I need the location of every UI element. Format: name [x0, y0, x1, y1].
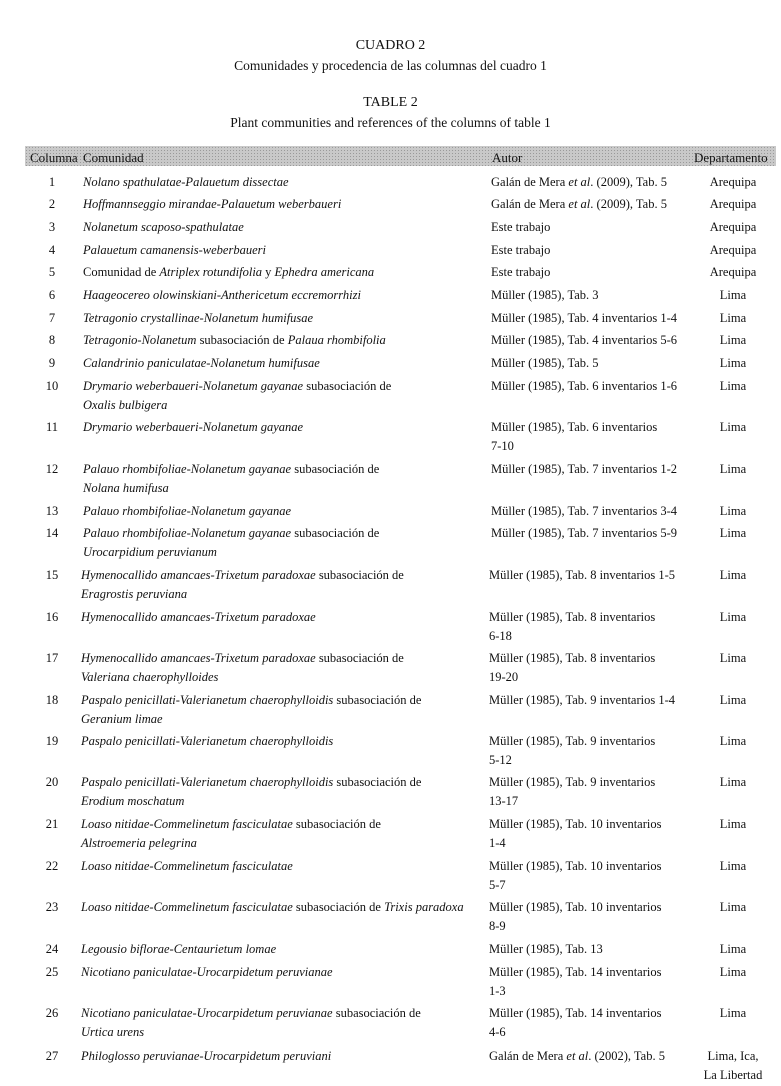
comunidad-cell	[81, 940, 483, 959]
caption-es-title: Comunidades y procedencia de las columnas del cuadro 1	[234, 58, 547, 73]
text: Müller (1985), Tab. 8 inventarios 1-5	[489, 568, 676, 582]
autor-cell	[489, 940, 689, 959]
italic-text: Nolanetum scaposo-spathulatae	[83, 220, 244, 234]
text: Este trabajo	[491, 220, 551, 234]
italic-text: Tetragonio crystallinae-Nolanetum humifusae	[83, 311, 314, 325]
text: Müller (1985), Tab. 4 inventarios 5-6	[491, 333, 678, 347]
italic-text: Hymenocallido amancaes-Trixetum paradoxae	[81, 651, 316, 665]
header-departamento: Departamento	[694, 150, 768, 165]
italic-text: Drymario weberbaueri-Nolanetum gayanae	[83, 420, 304, 434]
caption-en-label: TABLE 2	[363, 95, 418, 110]
columna-cell: 20	[45, 775, 59, 789]
italic-text: Alstroemeria pelegrina	[81, 836, 197, 850]
autor-cell	[491, 173, 691, 192]
departamento-cell	[692, 940, 774, 959]
caption-en-title: Plant communities and references of the columns of table 1	[230, 115, 551, 130]
columna-cell: 4	[48, 243, 56, 257]
comunidad-cell	[81, 815, 483, 853]
departamento-cell	[692, 263, 774, 282]
autor-cell	[489, 691, 689, 710]
italic-text: Haageocereo olowinskiani-Anthericetum eccremorrhizi	[83, 288, 361, 302]
italic-text: Palauetum camanensis-weberbaueri	[83, 243, 266, 257]
comunidad-cell	[83, 286, 485, 305]
italic-text: Hymenocallido amancaes-Trixetum paradoxae	[81, 610, 316, 624]
departamento-text: Lima	[719, 693, 747, 707]
columna-cell: 12	[45, 462, 59, 476]
italic-text: Loaso nitidae-Commelinetum fasciculatae	[81, 900, 293, 914]
text: Müller (1985), Tab. 8 inventarios	[489, 651, 656, 665]
columna-cell: 27	[45, 1049, 59, 1063]
departamento-cell	[692, 218, 774, 237]
autor-cell	[491, 241, 691, 260]
text: Müller (1985), Tab. 10 inventarios	[489, 900, 662, 914]
departamento-cell	[692, 649, 774, 668]
departamento-text: Lima	[719, 859, 747, 873]
text: 8-9	[489, 919, 506, 933]
text: . (2002), Tab. 5	[588, 1049, 665, 1063]
autor-cell	[489, 608, 689, 646]
text: Müller (1985), Tab. 3	[491, 288, 599, 302]
autor-cell	[489, 773, 689, 811]
text: Galán de Mera	[491, 197, 569, 211]
comunidad-cell	[83, 354, 485, 373]
comunidad-cell	[83, 377, 485, 415]
text: Müller (1985), Tab. 9 inventarios 1-4	[489, 693, 676, 707]
columna-cell: 22	[45, 859, 59, 873]
text: 1-4	[489, 836, 506, 850]
text: Galán de Mera	[491, 175, 569, 189]
italic-text: Paspalo penicillati-Valerianetum chaerophylloidis	[81, 775, 334, 789]
text: y	[262, 265, 275, 279]
departamento-cell	[692, 418, 774, 437]
departamento-text: Arequipa	[709, 243, 757, 257]
departamento-cell	[692, 898, 774, 917]
departamento-text: Lima	[719, 379, 747, 393]
comunidad-cell	[81, 963, 483, 982]
text: Müller (1985), Tab. 10 inventarios	[489, 859, 662, 873]
italic-text: Palauo rhombifoliae-Nolanetum gayanae	[83, 526, 292, 540]
departamento-text: Lima, Ica,	[707, 1049, 759, 1063]
departamento-cell	[692, 857, 774, 876]
italic-text: Valeriana chaerophylloides	[81, 670, 219, 684]
columna-cell: 5	[48, 265, 56, 279]
text: Müller (1985), Tab. 9 inventarios	[489, 775, 656, 789]
departamento-cell	[692, 354, 774, 373]
columna-cell: 15	[45, 568, 59, 582]
autor-cell	[489, 732, 689, 770]
italic-text: Loaso nitidae-Commelinetum fasciculatae	[81, 817, 293, 831]
columna-cell: 24	[45, 942, 59, 956]
italic-text: Palaua rhombifolia	[287, 333, 386, 347]
text: . (2009), Tab. 5	[590, 175, 667, 189]
departamento-cell	[692, 963, 774, 982]
columna-cell: 18	[45, 693, 59, 707]
columna-cell: 6	[48, 288, 56, 302]
text: Este trabajo	[491, 243, 551, 257]
text: 1-3	[489, 984, 506, 998]
comunidad-cell	[83, 218, 485, 237]
columna-cell: 3	[48, 220, 56, 234]
columna-cell: 13	[45, 504, 59, 518]
departamento-cell	[692, 195, 774, 214]
italic-text: et al	[566, 1049, 589, 1063]
text: Müller (1985), Tab. 14 inventarios	[489, 1006, 662, 1020]
autor-cell	[489, 815, 689, 853]
autor-cell	[491, 195, 691, 214]
comunidad-cell	[83, 460, 485, 498]
columna-cell: 25	[45, 965, 59, 979]
departamento-text: Arequipa	[709, 265, 757, 279]
text: Müller (1985), Tab. 6 inventarios 1-6	[491, 379, 678, 393]
departamento-text: Lima	[719, 288, 747, 302]
autor-cell	[491, 286, 691, 305]
comunidad-cell	[81, 691, 483, 729]
departamento-text: La Libertad	[703, 1068, 763, 1082]
italic-text: Erodium moschatum	[81, 794, 185, 808]
departamento-text: Lima	[719, 965, 747, 979]
text: 6-18	[489, 629, 512, 643]
italic-text: Paspalo penicillati-Valerianetum chaerophylloidis	[81, 693, 334, 707]
italic-text: Palauo rhombifoliae-Nolanetum gayanae	[83, 504, 292, 518]
columna-cell: 7	[48, 311, 56, 325]
comunidad-cell	[81, 649, 483, 687]
italic-text: Philoglosso peruvianae-Urocarpidetum peruviani	[81, 1049, 332, 1063]
departamento-text: Lima	[719, 734, 747, 748]
autor-cell	[489, 566, 689, 585]
text: Comunidad de	[83, 265, 160, 279]
columna-cell: 11	[45, 420, 59, 434]
comunidad-cell	[83, 241, 485, 260]
text: Müller (1985), Tab. 7 inventarios 3-4	[491, 504, 678, 518]
comunidad-cell	[83, 502, 485, 521]
italic-text: Nicotiano paniculatae-Urocarpidetum peruvianae	[81, 965, 333, 979]
header-autor: Autor	[492, 150, 523, 165]
departamento-text: Lima	[719, 568, 747, 582]
columna-cell: 8	[48, 333, 56, 347]
italic-text: Urtica urens	[81, 1025, 145, 1039]
autor-cell	[491, 263, 691, 282]
text: 5-12	[489, 753, 512, 767]
autor-cell	[491, 331, 691, 350]
text: 13-17	[489, 794, 519, 808]
italic-text: Paspalo penicillati-Valerianetum chaerophylloidis	[81, 734, 334, 748]
text: subasociación de	[292, 817, 381, 831]
columna-cell: 21	[45, 817, 59, 831]
comunidad-cell	[83, 524, 485, 562]
caption-es-label: CUADRO 2	[355, 38, 426, 53]
departamento-text: Arequipa	[709, 197, 757, 211]
comunidad-cell	[83, 418, 485, 437]
italic-text: Eragrostis peruviana	[81, 587, 188, 601]
text: 7-10	[491, 439, 514, 453]
departamento-text: Lima	[719, 610, 747, 624]
autor-cell	[491, 418, 691, 456]
departamento-cell	[692, 773, 774, 792]
italic-text: Hoffmannseggio mirandae-Palauetum weberbaueri	[83, 197, 342, 211]
italic-text: Oxalis bulbigera	[83, 398, 168, 412]
autor-cell	[489, 1004, 689, 1042]
italic-text: Palauo rhombifoliae-Nolanetum gayanae	[83, 462, 292, 476]
text: subasociación de	[303, 379, 392, 393]
departamento-text: Lima	[719, 1006, 747, 1020]
comunidad-cell	[83, 331, 485, 350]
autor-cell	[491, 377, 691, 396]
departamento-cell	[692, 377, 774, 396]
text: Müller (1985), Tab. 9 inventarios	[489, 734, 656, 748]
italic-text: Loaso nitidae-Commelinetum fasciculatae	[81, 859, 293, 873]
autor-cell	[489, 1047, 689, 1066]
comunidad-cell	[81, 566, 483, 604]
text: Müller (1985), Tab. 6 inventarios	[491, 420, 658, 434]
autor-cell	[489, 649, 689, 687]
departamento-text: Lima	[719, 462, 747, 476]
columna-cell: 10	[45, 379, 59, 393]
departamento-cell	[692, 241, 774, 260]
departamento-text: Lima	[719, 356, 747, 370]
departamento-cell	[692, 1047, 774, 1085]
columna-cell: 14	[45, 526, 59, 540]
autor-cell	[489, 898, 689, 936]
autor-cell	[491, 309, 691, 328]
comunidad-cell	[81, 857, 483, 876]
autor-cell	[491, 218, 691, 237]
text: 4-6	[489, 1025, 506, 1039]
text: subasociación de	[315, 568, 404, 582]
autor-cell	[489, 963, 689, 1001]
text: subasociación de	[291, 462, 380, 476]
departamento-cell	[692, 1004, 774, 1023]
italic-text: Legousio biflorae-Centaurietum lomae	[81, 942, 277, 956]
italic-text: Drymario weberbaueri-Nolanetum gayanae	[83, 379, 304, 393]
text: Müller (1985), Tab. 14 inventarios	[489, 965, 662, 979]
text: Müller (1985), Tab. 5	[491, 356, 599, 370]
departamento-cell	[692, 608, 774, 627]
italic-text: Hymenocallido amancaes-Trixetum paradoxae	[81, 568, 316, 582]
header-comunidad: Comunidad	[83, 150, 144, 165]
text: Müller (1985), Tab. 10 inventarios	[489, 817, 662, 831]
italic-text: Tetragonio-Nolanetum	[83, 333, 197, 347]
text: subasociación de	[292, 900, 385, 914]
italic-text: Ephedra americana	[274, 265, 375, 279]
departamento-cell	[692, 331, 774, 350]
italic-text: Calandrinio paniculatae-Nolanetum humifusae	[83, 356, 320, 370]
departamento-text: Lima	[719, 526, 747, 540]
autor-cell	[491, 460, 691, 479]
departamento-text: Lima	[719, 942, 747, 956]
text: Müller (1985), Tab. 13	[489, 942, 603, 956]
departamento-text: Lima	[719, 333, 747, 347]
departamento-cell	[692, 309, 774, 328]
columna-cell: 19	[45, 734, 59, 748]
comunidad-cell	[83, 263, 485, 282]
departamento-cell	[692, 732, 774, 751]
text: Müller (1985), Tab. 8 inventarios	[489, 610, 656, 624]
table-header	[25, 146, 776, 166]
text: Müller (1985), Tab. 7 inventarios 1-2	[491, 462, 678, 476]
text: Galán de Mera	[489, 1049, 567, 1063]
columna-cell: 23	[45, 900, 59, 914]
departamento-cell	[692, 566, 774, 585]
columna-cell: 16	[45, 610, 59, 624]
departamento-text: Lima	[719, 651, 747, 665]
columna-cell: 17	[45, 651, 59, 665]
columna-cell: 26	[45, 1006, 59, 1020]
autor-cell	[491, 354, 691, 373]
departamento-text: Lima	[719, 900, 747, 914]
departamento-cell	[692, 286, 774, 305]
departamento-cell	[692, 524, 774, 543]
departamento-cell	[692, 460, 774, 479]
departamento-text: Lima	[719, 817, 747, 831]
columna-cell: 2	[48, 197, 56, 211]
text: subasociación de	[196, 333, 288, 347]
comunidad-cell	[81, 608, 483, 627]
comunidad-cell	[83, 309, 485, 328]
comunidad-cell	[83, 195, 485, 214]
italic-text: Nicotiano paniculatae-Urocarpidetum peruvianae	[81, 1006, 333, 1020]
text: . (2009), Tab. 5	[590, 197, 667, 211]
columna-cell: 9	[48, 356, 56, 370]
departamento-cell	[692, 815, 774, 834]
departamento-text: Arequipa	[709, 220, 757, 234]
text: Müller (1985), Tab. 7 inventarios 5-9	[491, 526, 678, 540]
comunidad-cell	[81, 1047, 483, 1066]
header-columna: Columna	[30, 150, 78, 165]
columna-cell: 1	[48, 175, 56, 189]
comunidad-cell	[81, 732, 483, 751]
italic-text: Nolana humifusa	[83, 481, 169, 495]
autor-cell	[491, 502, 691, 521]
text: subasociación de	[291, 526, 380, 540]
departamento-text: Arequipa	[709, 175, 757, 189]
italic-text: Geranium limae	[81, 712, 163, 726]
italic-text: et al	[568, 197, 591, 211]
departamento-text: Lima	[719, 420, 747, 434]
text: Este trabajo	[491, 265, 551, 279]
departamento-text: Lima	[719, 311, 747, 325]
departamento-cell	[692, 173, 774, 192]
autor-cell	[491, 524, 691, 543]
departamento-cell	[692, 502, 774, 521]
italic-text: Trixis paradoxa	[384, 900, 464, 914]
departamento-cell	[692, 691, 774, 710]
comunidad-cell	[81, 1004, 483, 1042]
departamento-text: Lima	[719, 775, 747, 789]
text: Müller (1985), Tab. 4 inventarios 1-4	[491, 311, 678, 325]
text: 5-7	[489, 878, 506, 892]
departamento-text: Lima	[719, 504, 747, 518]
comunidad-cell	[81, 898, 483, 917]
italic-text: Urocarpidium peruvianum	[83, 545, 217, 559]
text: subasociación de	[332, 1006, 421, 1020]
italic-text: Atriplex rotundifolia	[159, 265, 263, 279]
comunidad-cell	[83, 173, 485, 192]
italic-text: et al	[568, 175, 591, 189]
autor-cell	[489, 857, 689, 895]
text: subasociación de	[333, 775, 422, 789]
text: subasociación de	[315, 651, 404, 665]
text: 19-20	[489, 670, 519, 684]
italic-text: Nolano spathulatae-Palauetum dissectae	[83, 175, 289, 189]
comunidad-cell	[81, 773, 483, 811]
text: subasociación de	[333, 693, 422, 707]
